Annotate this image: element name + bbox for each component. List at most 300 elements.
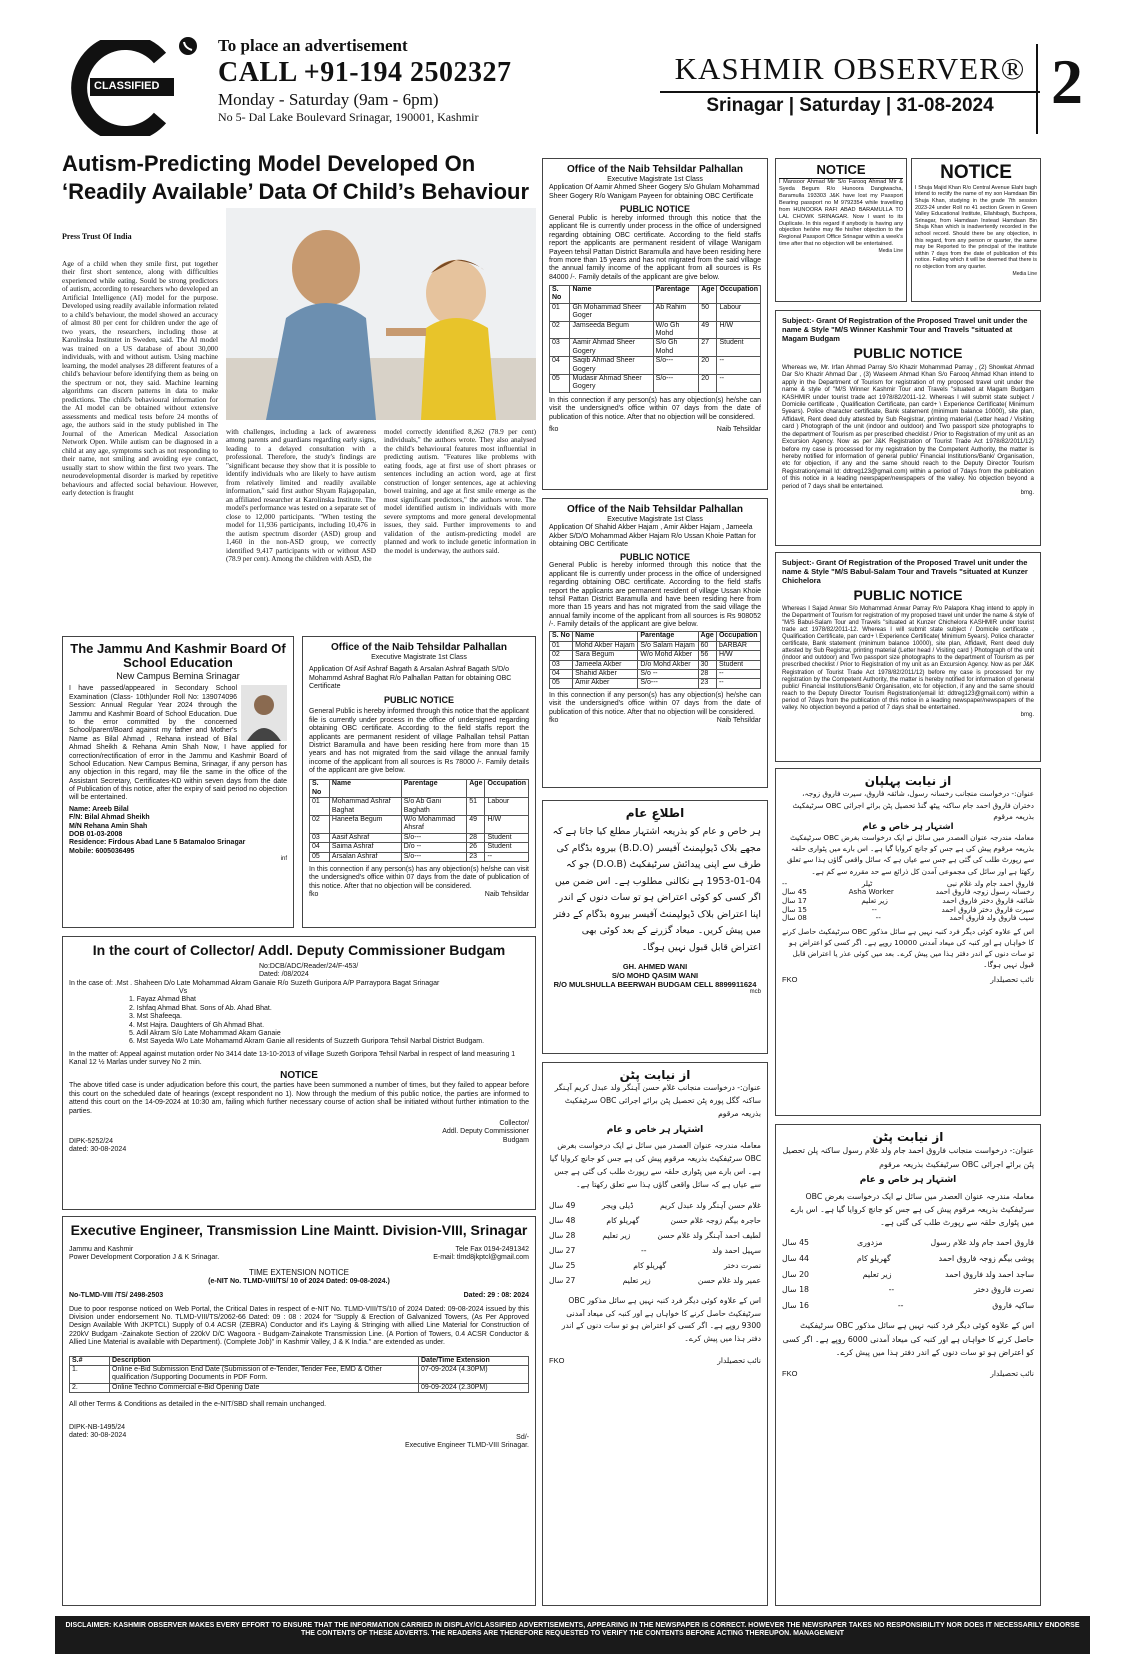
notice-sub: Executive Magistrate 1st Class <box>607 516 703 523</box>
list-item <box>549 1258 761 1273</box>
list-name: پوشی بیگم زوجہ فاروق احمد <box>938 1254 1034 1264</box>
list-item <box>782 1251 1034 1267</box>
phone-icon <box>178 36 198 56</box>
notice-signature <box>782 1369 1034 1378</box>
urdu-birth-notice <box>542 800 768 1054</box>
dipk-line: dated: 30-08-2024 <box>69 1146 127 1154</box>
cell: 23 <box>698 679 716 688</box>
notice-application: Application Of Aamir Ahmed Sheer Gogery S/o Ghulam Mohammad Sheer Gogery R/o Wanigam Payeen for obtaining OBC Certificate <box>549 184 760 200</box>
ref-row <box>69 1292 529 1300</box>
list-name: ساکیہ فاروق <box>992 1300 1034 1310</box>
notice-sub: اشتہار ہر خاص و عام <box>606 1125 704 1136</box>
table-row <box>310 816 529 834</box>
cell: D/o -- <box>401 843 467 852</box>
table-row <box>550 660 761 669</box>
sign-line: Executive Engineer TLMD-VIII Srinagar. <box>405 1441 529 1449</box>
notice-body: معاملہ مندرجہ عنوان العصدر میں سائل نے ایک درخواست بغرض OBC سرٹیفکیٹ بذریعہ مرقوم پیش کی ہے جس کو جانچ کروایا گیا ہے۔ اس بارے میں پٹواری حلقہ سے رپورٹ طلب کی گئی ہے۔ <box>790 1191 1034 1228</box>
obc-notice-mid <box>542 498 768 788</box>
cell: Labour <box>717 303 761 321</box>
notice-heading: NOTICE <box>940 162 1012 183</box>
list-occupation: -- <box>640 1246 647 1256</box>
tourism-notice-2 <box>775 552 1041 762</box>
cell: Ab Rahim <box>653 303 699 321</box>
sign-right: Naib Tehsildar <box>484 891 529 899</box>
list-item <box>549 1243 761 1258</box>
cell: Haneefa Begum <box>329 816 401 834</box>
disclaimer-footer: DISCLAIMER: KASHMIR OBSERVER MAKES EVERY EFFORT TO ENSURE THAT THE INFORMATION CARRIED IN DISPLAY/CLASSIFIED ADVERTISEMENTS, APPEARING IN THE NEWSPAPER IS CORRECT. HOWEVER THE NEWSPAPER TAKES NO RESPONSIBILITY NOR DOES IT NECESSARILY ENDORSE THE CONTENTS OF THESE ADVERTS. THE READERS ARE THEREFORE REQUESTED TO VERIFY THE CONTENTS BEFORE ACTING THEREUPON. MANAGEMENT <box>55 1616 1090 1654</box>
cell: -- <box>485 852 529 861</box>
org-line: Power Development Corporation J & K Srinagar. <box>69 1253 220 1261</box>
urdu-obc-notice-2 <box>542 1062 768 1606</box>
cell: 05 <box>310 852 330 861</box>
respondent: 5. Adil Akram S/o Late Mohammad Akam Ganaie <box>129 1029 281 1037</box>
col-header: S. No <box>550 632 573 641</box>
col-header: Age <box>698 632 716 641</box>
notice-intro: عنوان:- درخواست منجانب غلام حسن آہنگر ولد عبدل کریم آہنگر ساکنہ گگل پورہ پٹن تحصیل پٹن برائے اجرائی OBC سرٹیفکیٹ بذریعہ مرقوم <box>554 1083 761 1119</box>
detail-line: F/N: Bilal Ahmad Sheikh <box>69 814 150 822</box>
notice-body: General Public is hereby informed through this notice that the applicant file is currently under process in the office of undersigned regarding obtaining OBC certificate. According to the field staffs report the applicants are permanent resident of village Ussan Khoie tehsil Pattan District Baramulla and have been residing here from more than 15 years and has not migrated from the said village the annual family income of the applicant from all sources is Rs 908052 /-. Family details of the applicant are give below. <box>549 562 761 629</box>
cell: S/o -- <box>638 670 698 679</box>
col-header: Occupation <box>485 780 529 798</box>
notice-footer: In this connection if any person(s) has any objection(s) he/she can visit the undersigned's office within 07 days from the date of publication of this notice. After that no objection will be considered. <box>549 396 761 421</box>
cell: 03 <box>550 339 570 357</box>
list-name: حاجرہ بیگم زوجہ غلام حسن <box>670 1215 761 1225</box>
note: All other Terms & Conditions as detailed in the e-NIT/SBD shall remain unchanged. <box>69 1401 327 1409</box>
sign-line: Addl. Deputy Commissioner <box>442 1128 529 1136</box>
notice-signature <box>309 891 529 899</box>
col-header: Description <box>110 1356 419 1365</box>
cell: 49 <box>699 321 717 339</box>
cell: 04 <box>550 357 570 375</box>
cell: Student <box>485 843 529 852</box>
list-occupation: Asha Worker <box>848 887 894 897</box>
cell: 56 <box>698 651 716 660</box>
dipk-block <box>69 1120 126 1155</box>
cell: Mudasir Ahmad Sheer Gogery <box>570 375 653 393</box>
list-name: ساجد احمد ولد فاروق احمد <box>945 1269 1034 1279</box>
sign-line: Collector/ <box>499 1120 529 1128</box>
notice-heading: PUBLIC NOTICE <box>383 694 454 705</box>
cell: 49 <box>467 816 485 834</box>
col-header: Occupation <box>716 632 760 641</box>
cell: 20 <box>699 375 717 393</box>
list-item <box>549 1273 761 1288</box>
cell: H/W <box>716 651 760 660</box>
advert-hours: Monday - Saturday (9am - 6pm) <box>218 89 439 109</box>
list-item <box>782 1282 1034 1298</box>
cell: S/o--- <box>401 833 467 842</box>
list-name: سہیل احمد ولد <box>712 1246 761 1256</box>
advert-phone[interactable]: CALL +91-194 2502327 <box>218 57 512 89</box>
notice-heading: PUBLIC NOTICE <box>619 204 690 215</box>
list-name: غلام حسن آہنگر ولد عبدل کریم <box>659 1200 761 1210</box>
cell: 01 <box>310 798 330 816</box>
applicant-photo <box>241 685 287 741</box>
detail-line: DOB 01-03-2008 <box>69 831 123 839</box>
cell: Saqib Ahmad Sheer Gogery <box>570 357 653 375</box>
table-row <box>310 798 529 816</box>
list-age: 27 سال <box>549 1276 576 1286</box>
notice-subject: Subject:- Grant Of Registration of the Proposed Travel unit under the name & Style "M/S Winner Kashmir Tour and Travels "situated at Magam Budgam <box>782 316 1028 343</box>
advert-address: No 5- Dal Lake Boulevard Srinagar, 190001, Kashmir <box>218 110 479 125</box>
family-list <box>549 1198 761 1289</box>
table-row <box>550 357 761 375</box>
sign-left: fko <box>549 425 559 433</box>
respondent: 6. Mst Sayeda W/o Late Mohamamd Akram Ganie all residents of Suzzeth Guripora Tehsil Narbal District Budgam. <box>129 1038 485 1046</box>
advert-line: To place an advertisement <box>218 36 408 55</box>
sign-line: Sd/- <box>516 1433 529 1441</box>
list-name: عمیر ولد غلام حسن <box>697 1276 761 1286</box>
cell: 26 <box>467 843 485 852</box>
ref-no: No:DCB/ADC/Reader/24/F-453/ <box>259 962 359 970</box>
list-age: 16 سال <box>782 1300 809 1310</box>
sign-left: FKO <box>549 1356 565 1366</box>
ref-date: Dated: /08/2024 <box>259 971 309 979</box>
cell: 03 <box>310 833 330 842</box>
notice-body: معاملہ مندرجہ عنوان العصدر میں سائل نے ایک درخواست بغرض OBC سرٹیفکیٹ بذریعہ مرقوم پیش کی ہے جس کو جانچ کروایا گیا ہے۔ اس بارے میں پٹواری حلقہ سے رپورٹ طلب کی گئی ہے جس سے عیاں ہے کہ سائل واقعی گاؤں ہذا سے تعلق رکھتا ہے۔ <box>549 1140 761 1189</box>
list-age: 45 سال <box>782 887 807 897</box>
cell: 23 <box>467 852 485 861</box>
obc-notice-top <box>542 158 768 490</box>
list-occupation: گھریلو کام <box>633 1261 667 1271</box>
table-row <box>550 321 761 339</box>
sign-left: FKO <box>782 1369 798 1379</box>
cell: 01 <box>550 641 573 650</box>
masthead-title: KASHMIR OBSERVER® <box>674 51 1026 86</box>
notice-body: I Mansoor Ahmad Mir S/o Farooq Ahmad Mir & Syeda Begum R/o Hunoora Dangiwacha, Baramulla 193303 J&K have lost my Passport Bearing passport no M 9792354 while travelling from HUNOORA RAFI ABAD BARAMULLA TO LAL CHOWK SRINAGAR. Now I want to its Duplicate. In this regard if anybody is having any objection he/she may file his/her objection to the Regional Passport Office Srinagar within a week's time after that no objection will be entertained. <box>779 178 903 248</box>
notice-footer: اس کے علاوہ کوئی دیگر فرد کنبہ نہیں ہے سائل مذکور OBC سرٹیفکیٹ حاصل کرنے کا خواہاں ہے اور کنبہ کی میعاد آمدنی 9300 روپے ہے۔ اگر کسی کو اعتراض ہو تو سات دنوں کے اندر دفتر ہذا میں پیش کرے۔ <box>561 1295 761 1344</box>
cell: Mohd Akber Hajam <box>573 641 638 650</box>
detail-line: Mobile: 6005036495 <box>69 847 135 855</box>
list-occupation: -- <box>888 1285 895 1295</box>
photo-illustration <box>226 208 536 420</box>
passport-notice <box>775 158 907 302</box>
list-name: شائقہ فاروق دختر فاروق احمد <box>942 895 1034 905</box>
sign-right: نائب تحصیلدار <box>990 1369 1034 1379</box>
cell: Sara Begum <box>573 651 638 660</box>
notice-body: Due to poor response noticed on Web Portal, the Critical Dates in respect of e-NIT No. TLMD-VIII/TS/10 of 2024 Dated: 09-08-2024 issued by this Division under endorsement No. TLMD-VIII/TS/2062-66 Dated: 09 : 08 : 2024 for "Supply & Erection of Galvanized Towers, (As Per Approved Design Available With JKPTCL) Supply of 0.4 ACSR (ZEBRA) Conductor and it's Laying & Stringing with allied Line Material for Construction of 220kV Budgam -Zainakote Section of 220kV D/C Wagoora - Budgam-Zainakote Transmission Line. (A Portion of Towers, 0.4 ACSR Conductor & Allied Line Material is available with Department). (Complete Job)" in Kashmir Valley, J & K India." are extended as under. <box>69 1305 529 1347</box>
table-row <box>550 303 761 321</box>
logo-text: CLASSIFIED <box>94 80 160 92</box>
notice-body: ہر خاص و عام کو بذریعہ اشتہار مطلع کیا جاتا ہے کہ مجھے بلاک ڈیولپمنٹ آفیسر (B.D.O) بیروہ بڈگام کی طرف سے اپنی پیدائش سرٹیفکیٹ (D.O.B) جو کہ 04-01-1953 ہے نکالنی مطلوب ہے۔ اس ضمن میں اگر کسی کو کوئی اعتراض ہو تو سات دنوں کے اندر اپنا اعتراض بلاک ڈیولپمنٹ آفیسر بیروہ بڈگام کے دفتر میں پیش کریں۔ میعاد گزرنے کے بعد کوئی بھی اعتراض قابل قبول نہیں ہوگا۔ <box>552 826 761 953</box>
cell: S/o--- <box>638 679 698 688</box>
notice-sub: Executive Magistrate 1st Class <box>371 654 467 661</box>
dipk-line: dated: 30-08-2024 <box>69 1431 127 1439</box>
cell: 20 <box>699 357 717 375</box>
notice-body: Whereas I Sajad Anwar S/o Mohammad Anwar Parray R/o Palapora Khag intend to apply in the Department of Tourism for registration of my proposed travel unit under the name & style of "M/S Babul-Salam Tour and Travels "situated at Kunzer Chichelora KASHMIR under tourist trade act 1978/82/2011-12. Whereas I will submit state subject / Domicile certificate , Qualification Certificate, pan card+ \ Experience Certificate( Minimum 5years). Police character certificate, Bank statement (minimum balance 10000), site plan, Affidavit, Rent deed duly attested by Sub Registrar, printing material (Letter head / Visiting card ) Photograph of the unit (indoor and outdoor) and Two passport size photographs to the department of Tourism as per prescribed checklist / Prior to Registration of my unit as an Excursion Agency. Now as per J&K Registration of Tourist Trade Act 1978/82/2011/12) before my case is processed for my registration by the Competent Authority, the matter is hereby notified for information of general public/ Financial Institutions/Bank/ Organisation, etc for objection, if any and the same should reach to the Deputy Director Tourism Registration(email Id: ddtreg123@gmail.com) within a period of 7days from the publication of this notice in a leading newspaper/newspapers of the valley. No objection beyond a period of 7 days shall be entertained. <box>782 605 1034 711</box>
detail-line: Name: Areeb Bilal <box>69 805 129 813</box>
col-header: Date/Time Extension <box>419 1356 529 1365</box>
cell: W/o Mohammad Ahsraf <box>401 816 467 834</box>
tele-line: Tele Fax 0194-2491342 <box>455 1245 529 1253</box>
list-age: 45 سال <box>782 1238 809 1248</box>
list-occupation: گھریلو کام <box>856 1254 891 1264</box>
table-row <box>550 651 761 660</box>
page-number: 2 <box>1036 44 1096 134</box>
list-name: لطیف احمد آہنگر ولد غلام حسن <box>657 1230 761 1240</box>
list-age: 15 سال <box>782 904 807 914</box>
signature-block <box>549 962 761 989</box>
list-occupation: -- <box>871 904 877 914</box>
cell: 04 <box>550 670 573 679</box>
article-byline: Press Trust Of India <box>62 232 132 241</box>
cell: 03 <box>550 660 573 669</box>
col-header: S. No <box>310 780 330 798</box>
respondent: 4. Mst Hajra. Daughters of Gh Ahmad Bhat. <box>129 1021 265 1029</box>
notice-sub: New Campus Bemina Srinagar <box>116 670 240 681</box>
list-age: 18 سال <box>782 1285 809 1295</box>
list-name: سیب فاروق ولد فاروق احمد <box>949 913 1034 923</box>
table-header-row <box>310 780 529 798</box>
ref-no: No-TLMD-VIII /TS/ 2498-2503 <box>69 1292 164 1300</box>
list-name: فاروق احمد جام ولد غلام نبی <box>946 878 1034 888</box>
dipk-line: DIPK-5252/24 <box>69 1138 113 1146</box>
cell: Shahid Akber <box>573 670 638 679</box>
article-col-2: with challenges, including a lack of awareness among parents and guardians regarding early signs, leading to a delayed consultation with a professional. Therefore, the study's findings are "significant because they show that it is possible to identify individuals who are likely to have autism from relatively limited and readily available information," said first author Shyam Rajagopalan, an affiliated researcher at Karolinska Institute. The model's performance was tested on a separate set of close to 12,000 participants. "When testing the model for 11,936 participants, including 10,476 in the autism spectrum disorder (ASD) group and 1,460 in the non-ASD group, we correctly identified 9,417 participants with or without ASD (78.9 per cent). Among the children with ASD, the <box>226 428 376 564</box>
matter-line: In the matter of: Appeal against mutation order No 3414 date 13-10-2013 of village Suzeth Goripora Tehsil Narbal in respect of land measuring 1 Kanal 12 ½ Marlas under survey No 2 min. <box>69 1050 516 1067</box>
notice-application: Application Of Asif Ashraf Bagath & Arsalan Ashraf Bagath S/D/o Mohammd Ashraf Baghat R/o Palhallan Pattan for obtaining OBC Certificate <box>309 666 512 691</box>
table-row <box>310 843 529 852</box>
list-name: نصرت دختر <box>723 1261 761 1271</box>
cell: Aamir Ahmad Sheer Gogery <box>570 339 653 357</box>
cell: 02 <box>550 321 570 339</box>
sign-line: S/O MOHD QASIM WANI <box>611 971 699 981</box>
list-occupation: ڈیلی ویجر <box>601 1200 634 1210</box>
versus: Vs <box>179 987 188 995</box>
article-photo <box>226 208 536 420</box>
notice-source: Media Line <box>1012 270 1037 277</box>
cell: Student <box>485 833 529 842</box>
list-occupation: گھریلو کام <box>606 1215 640 1225</box>
notice-heading: TIME EXTENSION NOTICE <box>248 1268 349 1278</box>
list-item <box>782 914 1034 923</box>
list-item <box>782 1298 1034 1314</box>
list-occupation: مزدوری <box>856 1238 883 1248</box>
cell: Student <box>716 660 760 669</box>
cell: S/o Ab Gani Baghath <box>401 798 467 816</box>
notice-title: In the court of Collector/ Addl. Deputy Commissioner Budgam <box>92 942 506 958</box>
notice-sign: bmg. <box>1020 490 1034 497</box>
notice-mark: mcb <box>749 989 761 996</box>
notice-footer <box>69 1120 529 1155</box>
cell: 02 <box>550 651 573 660</box>
collector-notice <box>62 936 536 1210</box>
notice-heading: PUBLIC NOTICE <box>853 587 963 603</box>
cell: bARBAR <box>716 641 760 650</box>
list-age: 28 سال <box>549 1230 576 1240</box>
dates-table <box>69 1356 529 1394</box>
article-col-3: model correctly identified 8,262 (78.9 per cent) individuals," the authors wrote. They also analysed the child's behavioural features most influential in predicting autism. "Features like problems with eating foods, age at first use of short phrases or sentences including an action word, age at first construction of longer sentences, age at achieving bowel training, and age at first smile emerge as the most significant predictors," the authors wrote. The model identified autism in individuals with more severe symptoms and more general developmental issues, they said. Further improvements to and validation of the autism-predicting model are planned and work to include genetic information in the model is underway, the authors said. <box>384 428 536 555</box>
cell: -- <box>716 670 760 679</box>
list-age: 25 سال <box>549 1261 576 1271</box>
notice-body: I have passed/appeared in Secondary School Examination (Class- 10th)under Roll No: 139074096 Session: Annual Regular Year 2024 through the Jammu and Kashmir Board of School Education. Due to the error committed by the concerned School/parent/Board against my father and Mother's Name as Bilal Ahmad , Rehana instead of Bilal Ahmad Sheikh & Rehana Amin Shah Now, I have applied for correction/rectification of error in the Jammu and Kashmir Board of School Education. New Campus Bemina, Srinagar, if any person has any objection in this regard, may file the same in the office of the Assistant Secretary, Certificates-KD within seven days from the date of Publication of this notice, after the expiry of said period no objection will be entertained. <box>69 685 287 802</box>
sign-left: FKO <box>782 974 798 984</box>
dipk-line: DIPK-NB-1495/24 <box>69 1423 126 1431</box>
col-header: S. No <box>550 286 570 304</box>
list-age: 17 سال <box>782 895 807 905</box>
applicant-details <box>69 806 287 856</box>
urdu-obc-notice-3 <box>775 1124 1041 1606</box>
notice-heading: PUBLIC NOTICE <box>853 345 963 361</box>
cell: 30 <box>698 660 716 669</box>
list-occupation: زیر تعلیم <box>861 895 888 905</box>
col-header: Age <box>699 286 717 304</box>
cell: 05 <box>550 375 570 393</box>
cell: 07-09-2024 (4.30PM) <box>419 1366 529 1384</box>
cell: D/o Mohd Akber <box>638 660 698 669</box>
sign-line: Budgam <box>502 1136 529 1144</box>
signature-block <box>442 1120 529 1155</box>
detail-line: Residence: Firdous Abad Lane 5 Batamaloo Srinagar <box>69 839 246 847</box>
cell: W/o Gh Mohd <box>653 321 699 339</box>
org-row <box>69 1246 529 1263</box>
sign-right: Naib Tehsildar <box>716 425 761 433</box>
notice-footer: اس کے علاوہ کوئی دیگر فرد کنبہ نہیں ہے سائل مذکور OBC سرٹیفکیٹ حاصل کرنے کا خواہاں ہے اور کنبہ کی میعاد آمدنی 10000 روپے ہے۔ اگر کسی کو اعتراض ہو تو سات دنوں کے اندر دفتر ہذا میں پیش کرے۔ بعد میں کوئی عذر یا اعتراض قابل قبول نہیں ہوگا۔ <box>782 926 1034 970</box>
list-age: 08 سال <box>782 913 807 923</box>
table-row <box>70 1366 529 1384</box>
notice-sub: اشتہار ہر خاص و عام <box>859 1174 957 1185</box>
notice-title: Executive Engineer, Transmission Line Maintt. Division-VIII, Srinagar <box>70 1222 528 1238</box>
notice-heading: NOTICE <box>280 1070 318 1082</box>
cell: 28 <box>698 670 716 679</box>
col-header: Parentage <box>638 632 698 641</box>
cell: H/W <box>717 321 761 339</box>
cell: S/o Gh Mohd <box>653 339 699 357</box>
notice-intro: عنوان:- درخواست منجانب رخسانہ رسول، شائقہ فاروق، سیرت فاروق زوجہ، دختران فاروق احمد جام ساکنہ پیٹھ گنڈ تحصیل پٹن برائے اجرائی OBC سرٹیفکیٹ بذریعہ مرقوم <box>792 789 1034 821</box>
list-occupation: زیر تعلیم <box>622 1276 651 1286</box>
cell: Mohammad Ashraf Baghat <box>329 798 401 816</box>
table-row <box>70 1383 529 1392</box>
list-item <box>782 1267 1034 1283</box>
sign-left: fko <box>309 891 319 899</box>
table-row <box>550 375 761 393</box>
cell: 02 <box>310 816 330 834</box>
cell: Jamseeda Begum <box>570 321 653 339</box>
col-header: S.# <box>70 1356 110 1365</box>
list-occupation: -- <box>897 1300 904 1310</box>
list-age: 49 سال <box>549 1200 576 1210</box>
tender-notice <box>62 1216 536 1606</box>
list-item <box>549 1198 761 1213</box>
col-header: Name <box>573 632 638 641</box>
notice-footer <box>69 1424 529 1451</box>
cell: Arsalan Ashraf <box>329 852 401 861</box>
notice-body: General Public is hereby informed through this notice that the applicant file is currently under process in the office of undersigned regarding obtaining OBC certificate. According to the field staffs report the applicants are permanent resident of village Wanigam Payeen tehsil Pattan District Baramulla and have been residing here from more than 15 years and has not migrated from the said village the annual family income of the applicant from all sources is Rs 84000 /-. Family details of the applicant are give below. <box>549 214 761 281</box>
article-title: Autism-Predicting Model Developed On ‘Readily Available’ Data Of Child’s Behaviour <box>62 151 530 204</box>
family-list <box>782 1235 1034 1313</box>
name-correction-notice <box>911 158 1041 302</box>
list-occupation: زیر تعلیم <box>862 1269 892 1279</box>
sign-left: fko <box>549 717 559 724</box>
respondents <box>69 996 529 1046</box>
table-row <box>550 641 761 650</box>
cell: Gh Mohammad Sheer Goger <box>570 303 653 321</box>
notice-heading: اطلاعِ عام <box>625 806 685 820</box>
notice-signature <box>549 717 761 725</box>
table-header-row <box>550 632 761 641</box>
list-name: نصرت فاروق دختر <box>973 1285 1034 1295</box>
col-header: Parentage <box>401 780 467 798</box>
col-header: Age <box>467 780 485 798</box>
list-name: سیرت فاروق دختر فاروق احمد <box>941 904 1034 914</box>
cell: Amir Akber <box>573 679 638 688</box>
family-table <box>309 779 529 862</box>
obc-notice-left <box>302 636 536 928</box>
table-row <box>310 833 529 842</box>
table-row <box>310 852 529 861</box>
col-header: Name <box>329 780 401 798</box>
family-table <box>549 631 761 688</box>
classified-logo <box>60 40 176 136</box>
list-age: 44 سال <box>782 1254 809 1264</box>
ref-date: Dated: 29 : 08: 2024 <box>463 1292 529 1300</box>
cell: -- <box>717 375 761 393</box>
col-header: Name <box>570 286 653 304</box>
notice-signature <box>549 426 761 434</box>
cell: 60 <box>698 641 716 650</box>
dateline: Srinagar | Saturday | 31-08-2024 <box>660 91 1040 118</box>
masthead <box>660 50 1040 130</box>
respondent: 3. Mst Shafeeqa. <box>129 1013 182 1021</box>
respondent: 2. Ishfaq Ahmad Bhat. Sons of Ab. Ahad Bhat. <box>129 1004 272 1012</box>
cell: Online Techno Commercial e-Bid Opening Date <box>110 1383 419 1392</box>
notice-office: Office of the Naib Tehsildar Palhallan <box>567 164 743 175</box>
notice-intro: عنوان:- درخواست منجانب فاروق احمد جام ولد غلام رسول ساکنہ پلن تحصیل پٹن برائے اجرائی OBC سرٹیفکیٹ بذریعہ مرقوم <box>782 1146 1034 1169</box>
notice-body: General Public is hereby informed through this notice that the applicant file is currently under process in the office of undersigned regarding obtaining OBC certificate. According to the field staffs report the applicants are permanent resident of village Palhallan tehsil Pattan District Baramulla and have been residing here from more than 15 years and has not migrated from the said village the annual family income of the applicant from all sources is Rs 78000 /-. Family details of the applicant are give below. <box>309 708 529 775</box>
cell: 50 <box>699 303 717 321</box>
list-name: فاروق احمد جام ولد غلام رسول <box>930 1238 1034 1248</box>
cell: S/o--- <box>401 852 467 861</box>
cell: 2. <box>70 1383 110 1392</box>
notice-signature <box>549 1356 761 1365</box>
cell: H/W <box>485 816 529 834</box>
cell: 05 <box>550 679 573 688</box>
org-line: Jammu and Kashmir <box>69 1245 134 1253</box>
cell: S/o Salam Hajam <box>638 641 698 650</box>
email-line[interactable]: E-mail: tlmd8jkptcl@gmail.com <box>433 1253 529 1261</box>
notice-sub: اشتہار ہر خاص و عام <box>862 821 954 832</box>
cell: 1. <box>70 1366 110 1384</box>
cell: 09-09-2024 (2.30PM) <box>419 1383 529 1392</box>
cell: Saima Ashraf <box>329 843 401 852</box>
cell: Jameela Akber <box>573 660 638 669</box>
notice-heading: NOTICE <box>779 162 903 179</box>
table-header-row <box>70 1356 529 1365</box>
list-age: 20 سال <box>782 1269 809 1279</box>
cell: Aasif Ashraf <box>329 833 401 842</box>
notice-title: The Jammu And Kashmir Board Of School Education <box>70 641 286 671</box>
list-occupation: -- <box>875 913 881 923</box>
enit-line: (e-NIT No. TLMD-VIII/TS/ 10 of 2024 Dated: 09-08-2024.) <box>208 1277 390 1285</box>
notice-heading: از نیابت پٹن <box>619 1068 691 1082</box>
notice-sign: bmg. <box>1020 711 1034 718</box>
notice-heading: از نیابت پہلپان <box>864 774 952 788</box>
respondent: 1. Fayaz Ahmad Bhat <box>129 996 196 1004</box>
notice-heading: PUBLIC NOTICE <box>619 551 690 562</box>
notice-footer: In this connection if any person(s) has any objection(s) he/she can visit the undersigned's office within 07 days from the date of publication of this notice. After that no objection will be considered. <box>549 691 761 716</box>
family-table <box>549 285 761 393</box>
list-item <box>782 1235 1034 1251</box>
col-header: Occupation <box>717 286 761 304</box>
cell: 28 <box>467 833 485 842</box>
notice-source: Media Line <box>878 248 903 255</box>
cell: Online e-Bid Submission End Date (Submission of e-Tender, Tender Fee, EMD & Other qualification /Supporting Documents in PDF Form. <box>110 1366 419 1384</box>
table-header-row <box>550 286 761 304</box>
case-line: In the case of: .Mst . Shaheen D/o Late Mohammad Akram Ganaie R/o Suzeth Guripora A/P Parraypora Bagat Srinagar <box>69 979 440 987</box>
sign-right: Naib Tehsildar <box>716 717 761 724</box>
notice-footer: In this connection if any person(s) has any objection(s) he/she can visit the undersigned's office within 07 days from the date of publication of this notice. After that no objection will be considered. <box>309 866 529 890</box>
cell: S/o--- <box>653 357 699 375</box>
